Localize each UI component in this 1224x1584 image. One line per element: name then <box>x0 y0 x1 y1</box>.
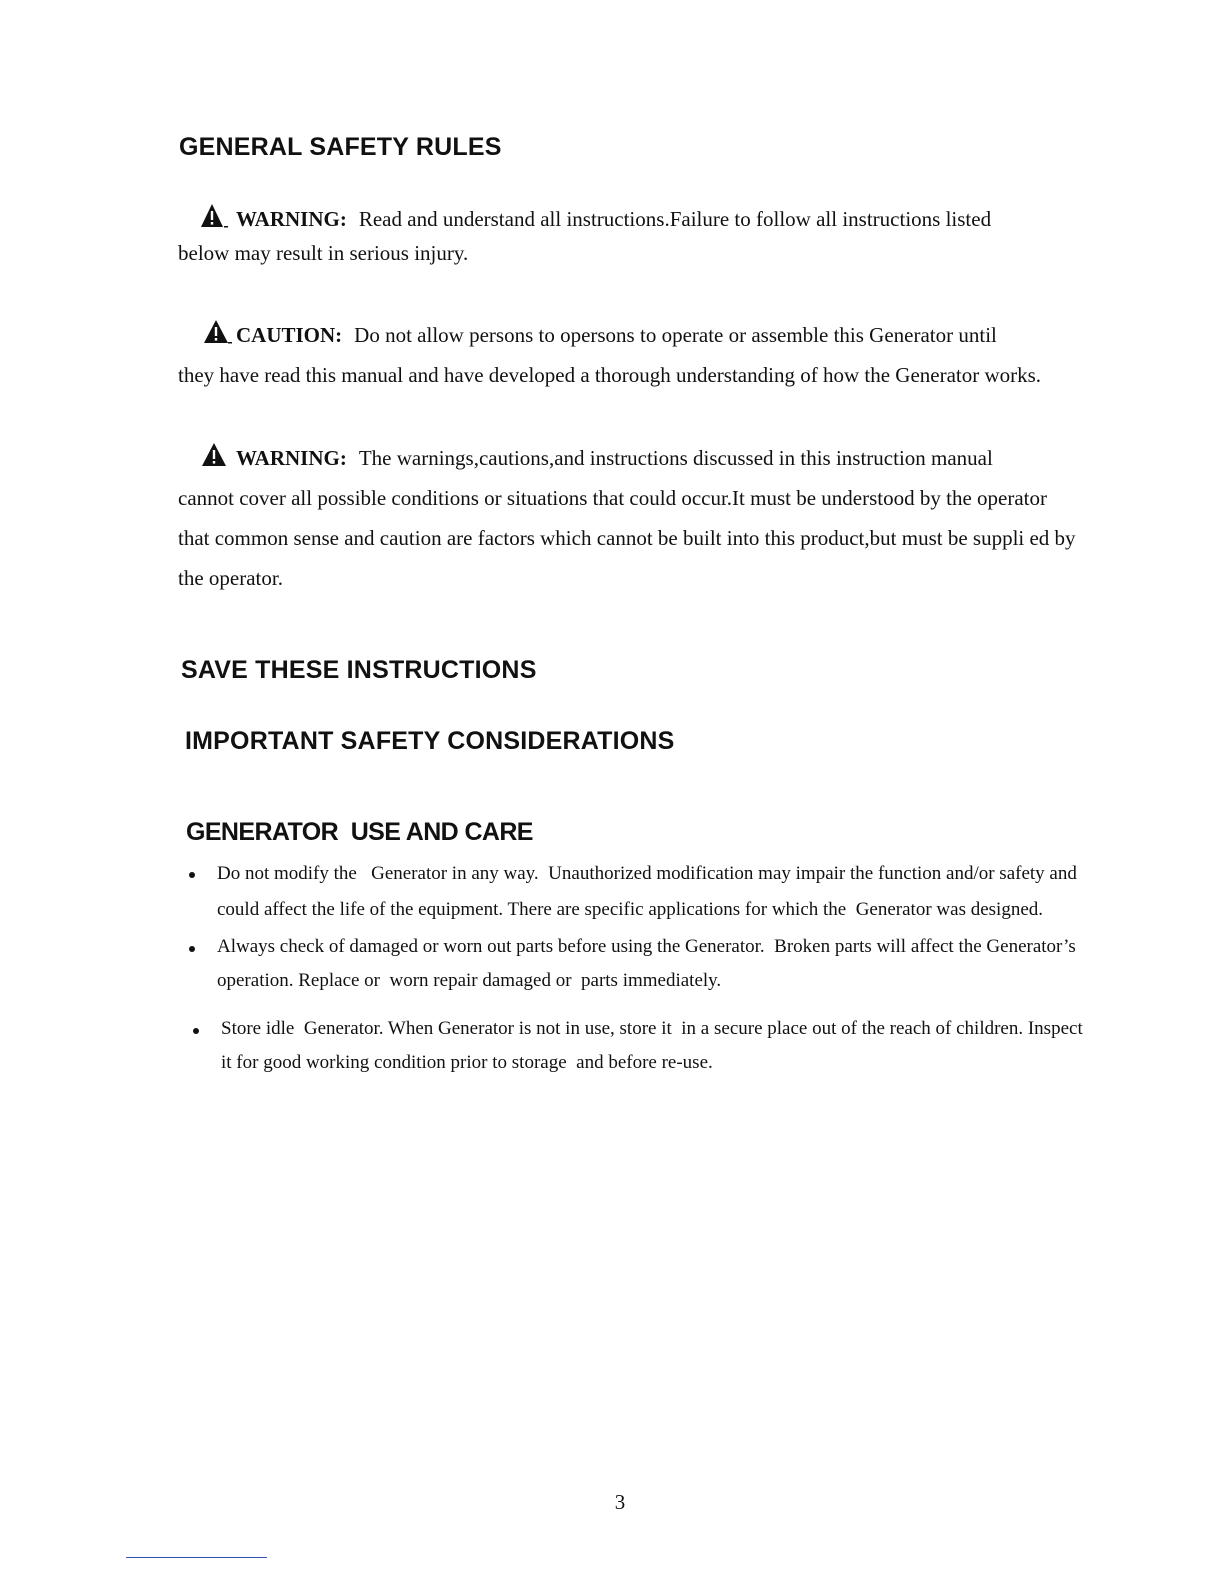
list-item <box>185 930 1085 998</box>
notice-label: WARNING: <box>236 207 347 231</box>
list-item-text: Do not modify the Generator in any way. Unauthorized modification may impair the function and/or safety and could affect the life of the equipment. There are specific applications for which the Generator was designed. <box>217 863 1082 920</box>
notice-text-rest: below may result in serious injury. <box>178 241 469 265</box>
heading-general-safety-rules: GENERAL SAFETY RULES <box>179 133 502 161</box>
caution-notice <box>178 315 1078 395</box>
warning-triangle-icon <box>200 203 232 229</box>
notice-text-rest: they have read this manual and have developed a thorough understanding of how the Generator works. <box>178 363 1042 387</box>
warning-notice-1 <box>178 199 1078 273</box>
notice-label: WARNING: <box>236 446 347 470</box>
notice-text-line1: Read and understand all instructions.Failure to follow all instructions listed <box>358 207 992 231</box>
heading-save-these-instructions: SAVE THESE INSTRUCTIONS <box>181 656 537 684</box>
warning-notice-2 <box>178 438 1078 598</box>
warning-triangle-icon <box>200 442 232 468</box>
heading-generator-use-and-care: GENERATOR USE AND CARE <box>186 818 533 846</box>
list-item-text: Store idle Generator. When Generator is not in use, store it in a secure place out of the reach of children. Inspect it for good working condition prior to storage and before re-use. <box>221 1018 1088 1073</box>
notice-text-rest: cannot cover all possible conditions or situations that could occur.It must be understood by the operator that common sense and caution are factors which cannot be built into this product,but must be suppli ed by the operator. <box>178 486 1076 590</box>
notice-text-line1: The warnings,cautions,and instructions discussed in this instruction manual <box>358 446 993 470</box>
notice-label: CAUTION: <box>236 323 343 347</box>
page-number: 3 <box>614 1490 626 1514</box>
list-item <box>185 856 1085 928</box>
use-and-care-list <box>185 856 1088 1080</box>
list-item <box>189 1012 1089 1080</box>
heading-important-safety-considerations: IMPORTANT SAFETY CONSIDERATIONS <box>185 727 675 755</box>
bullet-icon <box>189 872 195 878</box>
notice-text-line1: Do not allow persons to opersons to operate or assemble this Generator until <box>354 323 997 347</box>
footer-divider <box>126 1557 267 1558</box>
list-item-text: Always check of damaged or worn out parts before using the Generator. Broken parts will affect the Generator’s operation. Replace or worn repair damaged or parts immediately. <box>217 936 1081 991</box>
warning-triangle-icon <box>200 319 232 345</box>
bullet-icon <box>193 1028 199 1034</box>
bullet-icon <box>189 946 195 952</box>
